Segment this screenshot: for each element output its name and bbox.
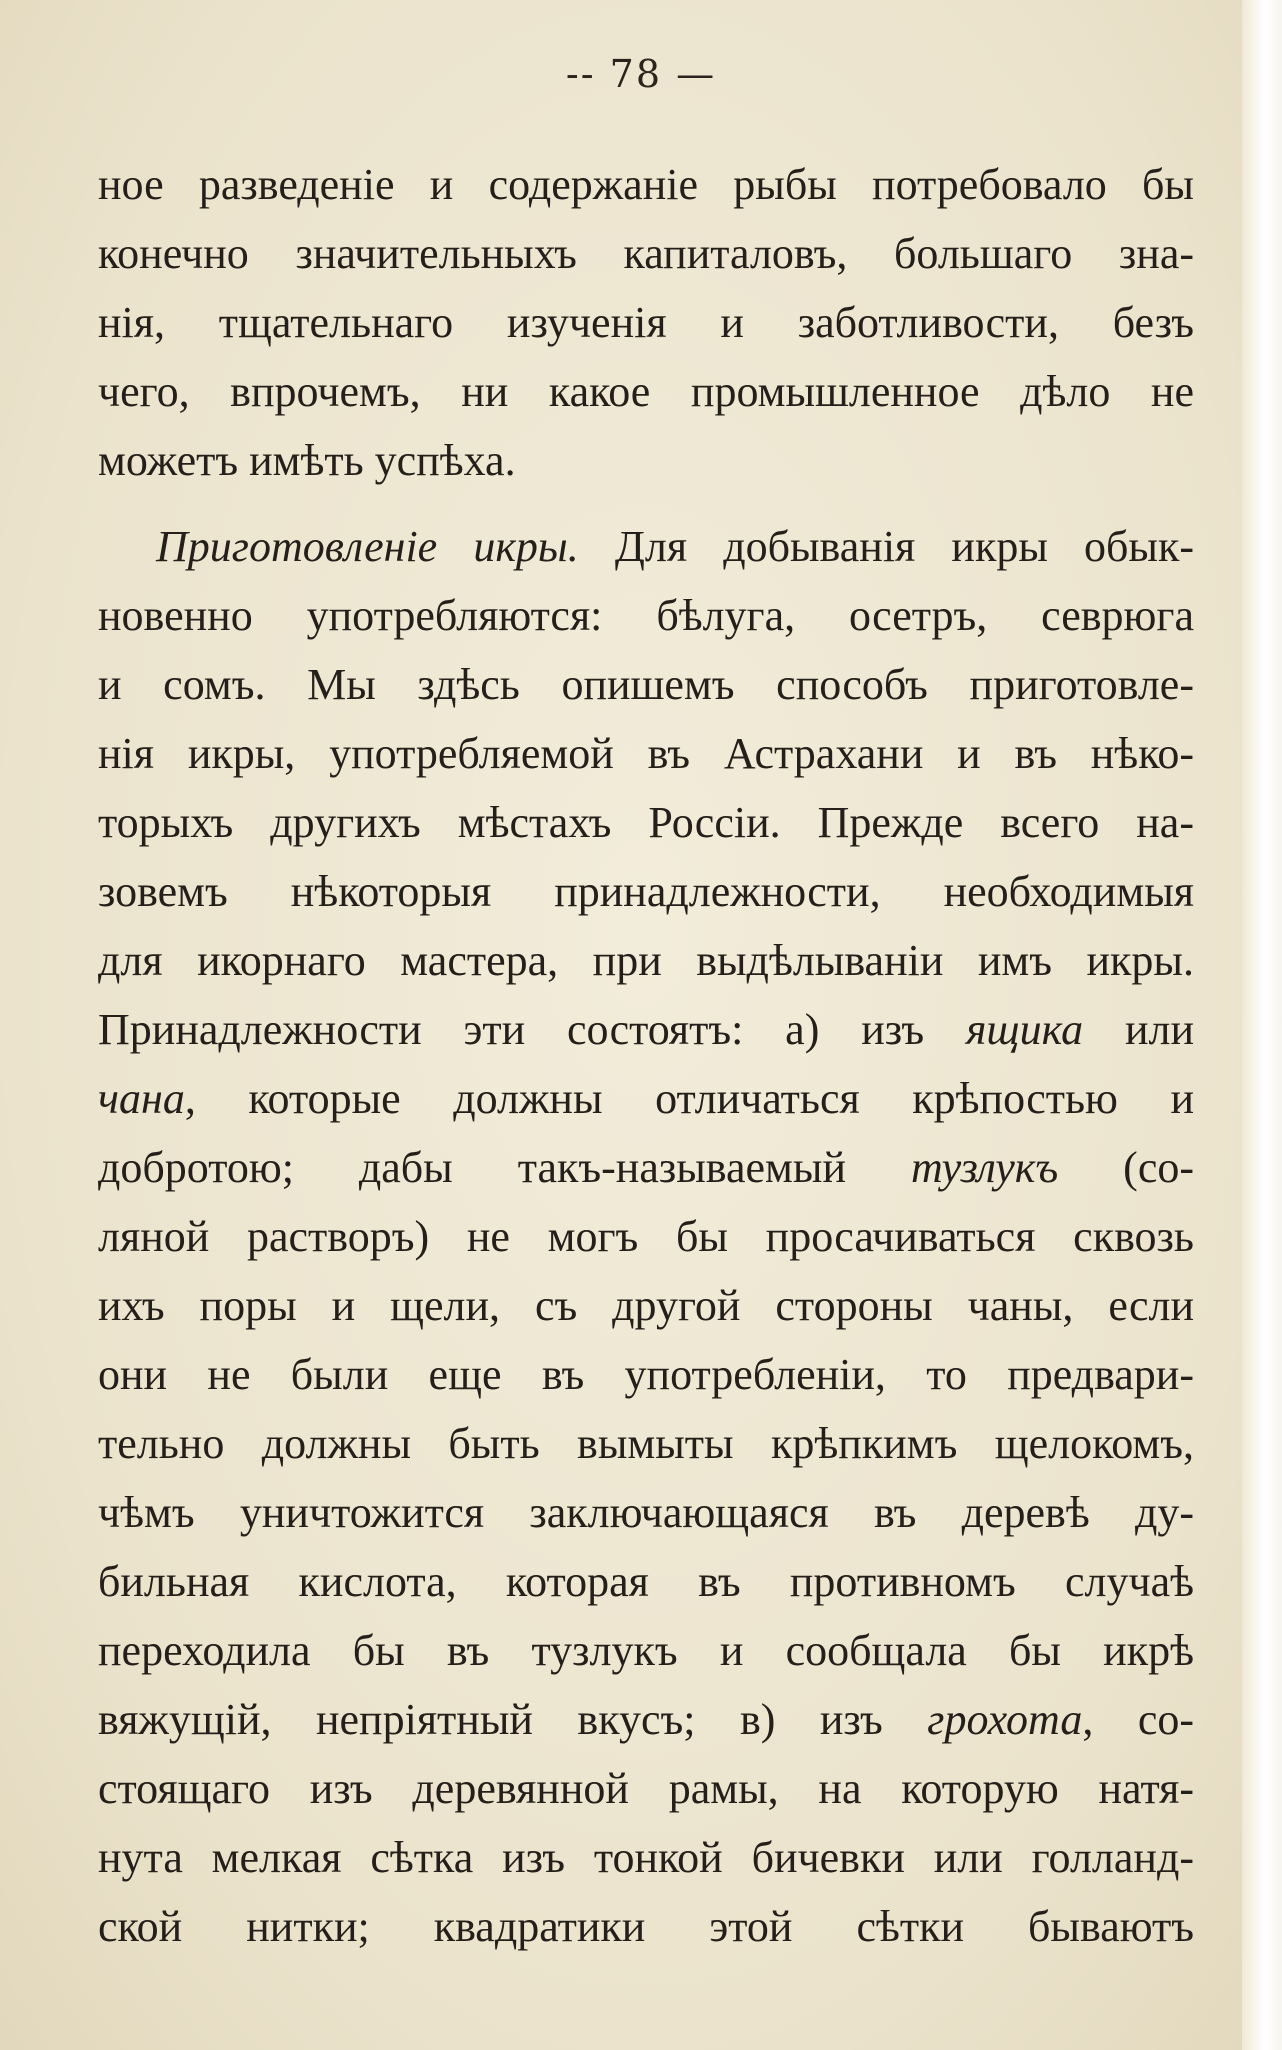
italic-term: Приготовленіе икры. (156, 522, 579, 571)
text-line (98, 219, 1194, 288)
text-line (98, 719, 1194, 788)
text-line (98, 357, 1194, 426)
italic-term: грохота (927, 1695, 1083, 1744)
text-line (98, 857, 1194, 926)
text-run: и сомъ. Мы здѣсь опишемъ способъ приготовле- (98, 660, 1194, 709)
body-text (98, 150, 1194, 1961)
text-run: ляной растворъ) не могъ бы просачиваться сквозь (98, 1212, 1194, 1261)
text-line (98, 1754, 1194, 1823)
text-line (98, 581, 1194, 650)
text-run: (со- (1058, 1143, 1194, 1192)
text-line (98, 1478, 1194, 1547)
text-line (98, 1685, 1194, 1754)
text-run: зовемъ нѣкоторыя принадлежности, необходимыя (98, 867, 1194, 916)
text-run: новенно употребляются: бѣлуга, осетръ, севрюга (98, 591, 1194, 640)
text-run: , со- (1082, 1695, 1194, 1744)
text-line (98, 512, 1194, 581)
text-line (98, 995, 1194, 1064)
italic-term: ящика (965, 1005, 1084, 1054)
page-edge (1242, 0, 1282, 2050)
text-run: стоящаго изъ деревянной рамы, на которую натя- (98, 1764, 1194, 1813)
text-run: чѣмъ уничтожится заключающаяся въ деревѣ ду- (98, 1488, 1194, 1537)
text-line (98, 1823, 1194, 1892)
text-run: торыхъ другихъ мѣстахъ Россіи. Прежде всего на- (98, 798, 1194, 847)
text-line (98, 1616, 1194, 1685)
text-run: Принадлежности эти состоятъ: а) изъ (98, 1005, 966, 1054)
page-number: -- 78 — (565, 52, 717, 96)
text-run: для икорнаго мастера, при выдѣлываніи имъ икры. (98, 936, 1194, 985)
text-line (98, 1409, 1194, 1478)
text-run: переходила бы въ тузлукъ и сообщала бы икрѣ (98, 1626, 1194, 1675)
text-run: ное разведеніе и содержаніе рыбы потребовало бы (98, 160, 1194, 209)
text-line (98, 1202, 1194, 1271)
text-line (98, 1340, 1194, 1409)
text-run: Для добыванія икры обык- (578, 522, 1195, 571)
text-run: ихъ поры и щели, съ другой стороны чаны, если (98, 1281, 1194, 1330)
text-run: добротою; дабы такъ-называемый (98, 1143, 911, 1192)
text-line (98, 1064, 1194, 1133)
text-run: , которые должны отличаться крѣпостью и (184, 1074, 1194, 1123)
text-run: или (1083, 1005, 1194, 1054)
text-run: тельно должны быть вымыты крѣпкимъ щелокомъ, (98, 1419, 1194, 1468)
italic-term: тузлукъ (910, 1143, 1059, 1192)
text-run: чего, впрочемъ, ни какое промышленное дѣло не (98, 367, 1194, 416)
text-line (98, 1271, 1194, 1340)
text-line (98, 788, 1194, 857)
text-run: нія, тщательнаго изученія и заботливости, безъ (98, 298, 1194, 347)
text-run: можетъ имѣть успѣха. (98, 436, 516, 485)
paragraph-gap (98, 495, 1194, 512)
text-line (98, 426, 1194, 495)
text-line (98, 288, 1194, 357)
text-line (98, 1133, 1194, 1202)
text-line (98, 650, 1194, 719)
text-line (98, 150, 1194, 219)
text-run: бильная кислота, которая въ противномъ случаѣ (98, 1557, 1194, 1606)
text-run: нія икры, употребляемой въ Астрахани и въ нѣко- (98, 729, 1194, 778)
text-run: ской нитки; квадратики этой сѣтки бываютъ (98, 1902, 1194, 1951)
text-run: нута мелкая сѣтка изъ тонкой бичевки или голланд- (98, 1833, 1194, 1882)
italic-term: чана (98, 1074, 185, 1123)
text-line (98, 1547, 1194, 1616)
text-line (98, 1892, 1194, 1961)
text-run: они не были еще въ употребленіи, то предвари- (98, 1350, 1194, 1399)
text-run: конечно значительныхъ капиталовъ, большаго зна- (98, 229, 1194, 278)
text-line (98, 926, 1194, 995)
text-run: вяжущій, непріятный вкусъ; в) изъ (98, 1695, 928, 1744)
